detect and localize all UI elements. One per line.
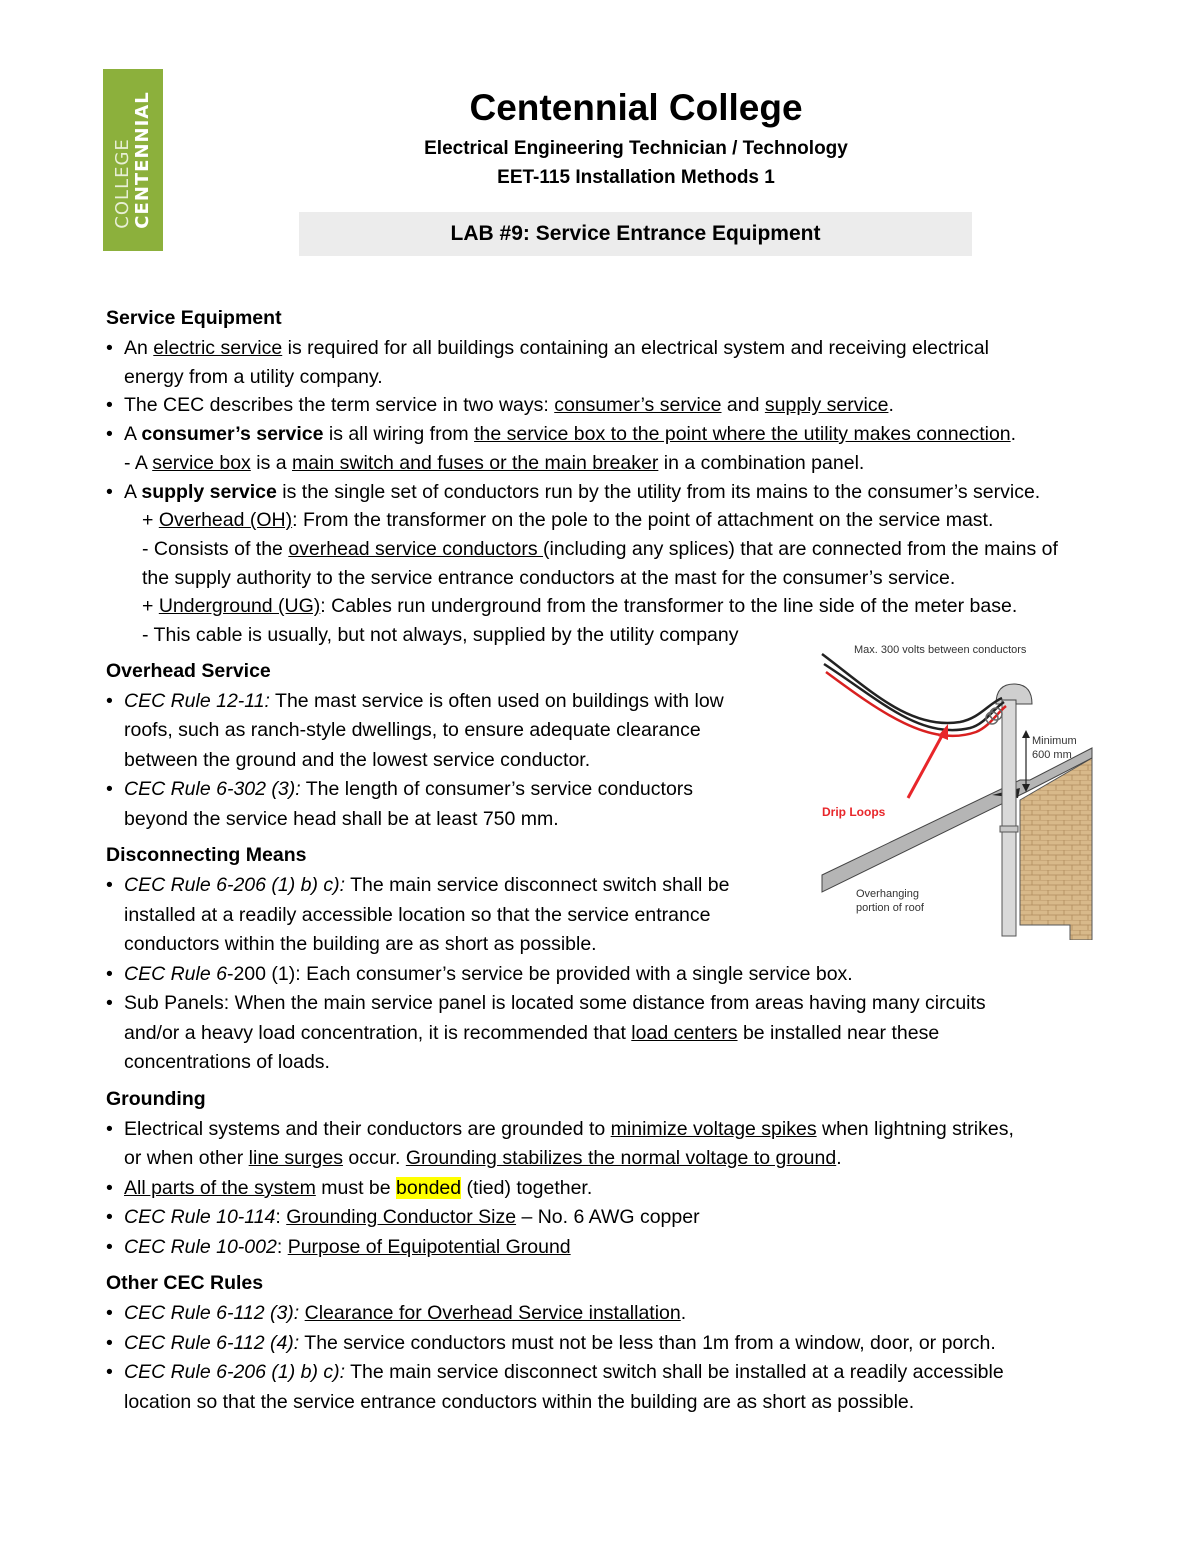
sub-item <box>106 449 1176 478</box>
underlined-term: overhead service conductors <box>288 537 544 560</box>
text: occur. <box>342 1147 406 1170</box>
heading-overhead-service: Overhead Service <box>106 659 271 682</box>
text: : Cables run underground from the transformer to the line side of the meter base. <box>320 595 1018 618</box>
text: . <box>836 1147 842 1170</box>
text: - Consists of the <box>142 537 289 560</box>
continuation-line: concentrations of loads. <box>124 1051 330 1074</box>
program-title: Electrical Engineering Technician / Technology <box>424 138 848 159</box>
text: - A <box>124 451 153 474</box>
sub-item <box>106 592 1176 621</box>
bullet-item <box>106 420 1176 449</box>
dimension-arrow-up <box>1022 730 1030 738</box>
highlighted-term: bonded <box>396 1176 462 1199</box>
underlined-term: Grounding Conductor Size <box>286 1206 517 1229</box>
continuation-line: beyond the service head shall be at least 750 mm. <box>124 807 559 830</box>
text: The main service disconnect switch shall be installed at a readily accessible <box>345 1361 1004 1384</box>
underlined-term: consumer’s service <box>554 394 722 417</box>
text: . <box>1010 423 1017 446</box>
continuation-line <box>106 1019 1176 1049</box>
text: Electrical systems and their conductors are grounded to <box>124 1117 611 1140</box>
document-header <box>300 82 972 192</box>
drip-loop-arrow <box>908 732 944 798</box>
mast-coupling <box>1000 826 1018 832</box>
text: The CEC describes the term service in two ways: <box>124 394 555 417</box>
underlined-term: service box <box>152 451 251 474</box>
service-conductor-red <box>826 672 1006 736</box>
underlined-term: minimize voltage spikes <box>610 1117 817 1140</box>
continuation-line <box>106 1144 1176 1174</box>
logo-line-centennial: CENTENNIAL <box>132 91 153 229</box>
service-conductor-2 <box>824 664 1004 730</box>
logo-wordmark <box>113 91 153 228</box>
rule-reference: CEC Rule 6-206 (1) b) c): <box>124 874 346 897</box>
bullet-item <box>106 1174 1176 1204</box>
minimum-label: Minimum <box>1032 735 1077 747</box>
course-title: EET-115 Installation Methods 1 <box>497 167 775 188</box>
text: The main service disconnect switch shall be <box>345 874 730 897</box>
continuation-line: energy from a utility company. <box>124 365 383 388</box>
text: A <box>124 423 142 446</box>
heading-other-cec-rules: Other CEC Rules <box>106 1272 264 1295</box>
rule-reference: CEC Rule 6-112 (3): <box>124 1302 300 1325</box>
underlined-term: load centers <box>631 1021 738 1044</box>
rule-reference: CEC Rule 6-112 (4): <box>124 1331 300 1354</box>
text: in a combination panel. <box>658 451 865 474</box>
service-mast <box>1002 696 1016 936</box>
college-title: Centennial College <box>469 87 803 128</box>
bullet-item <box>106 1203 1176 1233</box>
text: – No. 6 AWG copper <box>516 1206 700 1229</box>
college-logo <box>103 69 163 251</box>
text: A <box>124 480 142 503</box>
sub-item <box>106 506 1176 535</box>
bullet-item <box>106 1358 1176 1388</box>
minimum-value-label: 600 mm <box>1032 749 1072 761</box>
bold-term: consumer’s service <box>141 423 324 446</box>
heading-service-equipment: Service Equipment <box>106 307 282 329</box>
max-voltage-label: Max. 300 volts between conductors <box>854 644 1027 656</box>
drip-loops-label: Drip Loops <box>822 805 886 819</box>
text: -200 (1): Each consumer’s service be provided with a single service box. <box>226 962 853 985</box>
bullet-item <box>106 1233 1176 1263</box>
text: be installed near these <box>737 1021 940 1044</box>
text: : <box>276 1235 288 1258</box>
text: when lightning strikes, <box>816 1117 1014 1140</box>
underlined-term: the service box to the point where the utility makes connection <box>474 423 1011 446</box>
sub-sub-item <box>106 535 1176 564</box>
text: is required for all buildings containing an electrical system and receiving electrical <box>282 337 989 359</box>
continuation-line: roofs, such as ranch-style dwellings, to ensure adequate clearance <box>124 719 701 742</box>
underlined-term: line surges <box>248 1147 343 1170</box>
bullet-item <box>106 1115 1176 1145</box>
text: An <box>124 337 154 359</box>
text: and/or a heavy load concentration, it is recommended that <box>124 1021 632 1044</box>
underlined-term: supply service <box>764 394 889 417</box>
rule-reference: CEC Rule 6 <box>124 962 227 985</box>
lab-title: LAB #9: Service Entrance Equipment <box>450 222 821 245</box>
text: . <box>680 1302 687 1325</box>
continuation-line: location so that the service entrance conductors within the building are as short as possible. <box>124 1390 915 1413</box>
rule-reference: CEC Rule 6-302 (3): <box>124 778 301 801</box>
text: is all wiring from <box>323 423 475 446</box>
underlined-term: electric service <box>153 337 283 359</box>
underlined-term: Purpose of Equipotential Ground <box>287 1235 571 1258</box>
text: (including any splices) that are connected from the mains of <box>543 537 1058 560</box>
text: The mast service is often used on buildings with low <box>269 689 724 712</box>
sub-sub-item: - This cable is usually, but not always, supplied by the utility company <box>142 624 739 647</box>
rule-reference: CEC Rule 6-206 (1) b) c): <box>124 1361 346 1384</box>
bullet-item <box>106 334 1176 363</box>
text: and <box>721 394 765 417</box>
text: is the single set of conductors run by the utility from its mains to the consumer’s service. <box>276 480 1041 503</box>
underlined-term: Clearance for Overhead Service installation <box>304 1302 681 1325</box>
rule-reference: CEC Rule 10-114 <box>124 1206 276 1229</box>
bullet-item <box>106 391 1176 420</box>
text: or when other <box>124 1147 249 1170</box>
continuation-line: the supply authority to the service entrance conductors at the mast for the consumer’s service. <box>142 566 956 589</box>
continuation-line: installed at a readily accessible location so that the service entrance <box>124 903 711 926</box>
bullet-item <box>106 1329 1176 1359</box>
bullet-item: • Sub Panels: When the main service panel is located some distance from areas having many circuits <box>106 989 1176 1019</box>
continuation-line: between the ground and the lowest service conductor. <box>124 748 591 771</box>
continuation-line: conductors within the building are as short as possible. <box>124 933 597 956</box>
heading-grounding: Grounding <box>106 1087 206 1110</box>
heading-disconnecting-means: Disconnecting Means <box>106 844 307 867</box>
roof-portion-label: portion of roof <box>856 902 924 914</box>
rule-reference: CEC Rule 10-002 <box>124 1235 277 1258</box>
rule-reference: CEC Rule 12-11: <box>124 689 270 712</box>
bullet-item <box>106 478 1176 507</box>
bold-term: supply service <box>141 480 277 503</box>
text: The length of consumer’s service conductors <box>300 778 694 801</box>
underlined-term: main switch and fuses or the main breaker <box>292 451 659 474</box>
text: : From the transformer on the pole to the point of attachment on the service mast. <box>292 509 994 532</box>
text: : <box>275 1206 287 1229</box>
underlined-term: Underground (UG) <box>158 595 321 618</box>
underlined-term: Overhead (OH) <box>158 509 293 532</box>
text: (tied) together. <box>461 1176 593 1199</box>
text: must be <box>315 1176 397 1199</box>
logo-line-college: COLLEGE <box>112 138 133 229</box>
text: is a <box>250 451 292 474</box>
text: . <box>888 394 894 417</box>
overhanging-label: Overhanging <box>856 888 919 900</box>
text: The service conductors must not be less than 1m from a window, door, or porch. <box>299 1331 996 1354</box>
text: + <box>142 595 159 618</box>
underlined-term: Grounding stabilizes the normal voltage to ground <box>405 1147 837 1170</box>
text: + <box>142 509 159 532</box>
service-mast-diagram <box>820 640 1100 940</box>
bullet-item <box>106 960 1176 990</box>
bullet-item <box>106 1299 1176 1329</box>
lab-title-box <box>299 212 972 256</box>
underlined-term: All parts of the system <box>124 1176 316 1199</box>
